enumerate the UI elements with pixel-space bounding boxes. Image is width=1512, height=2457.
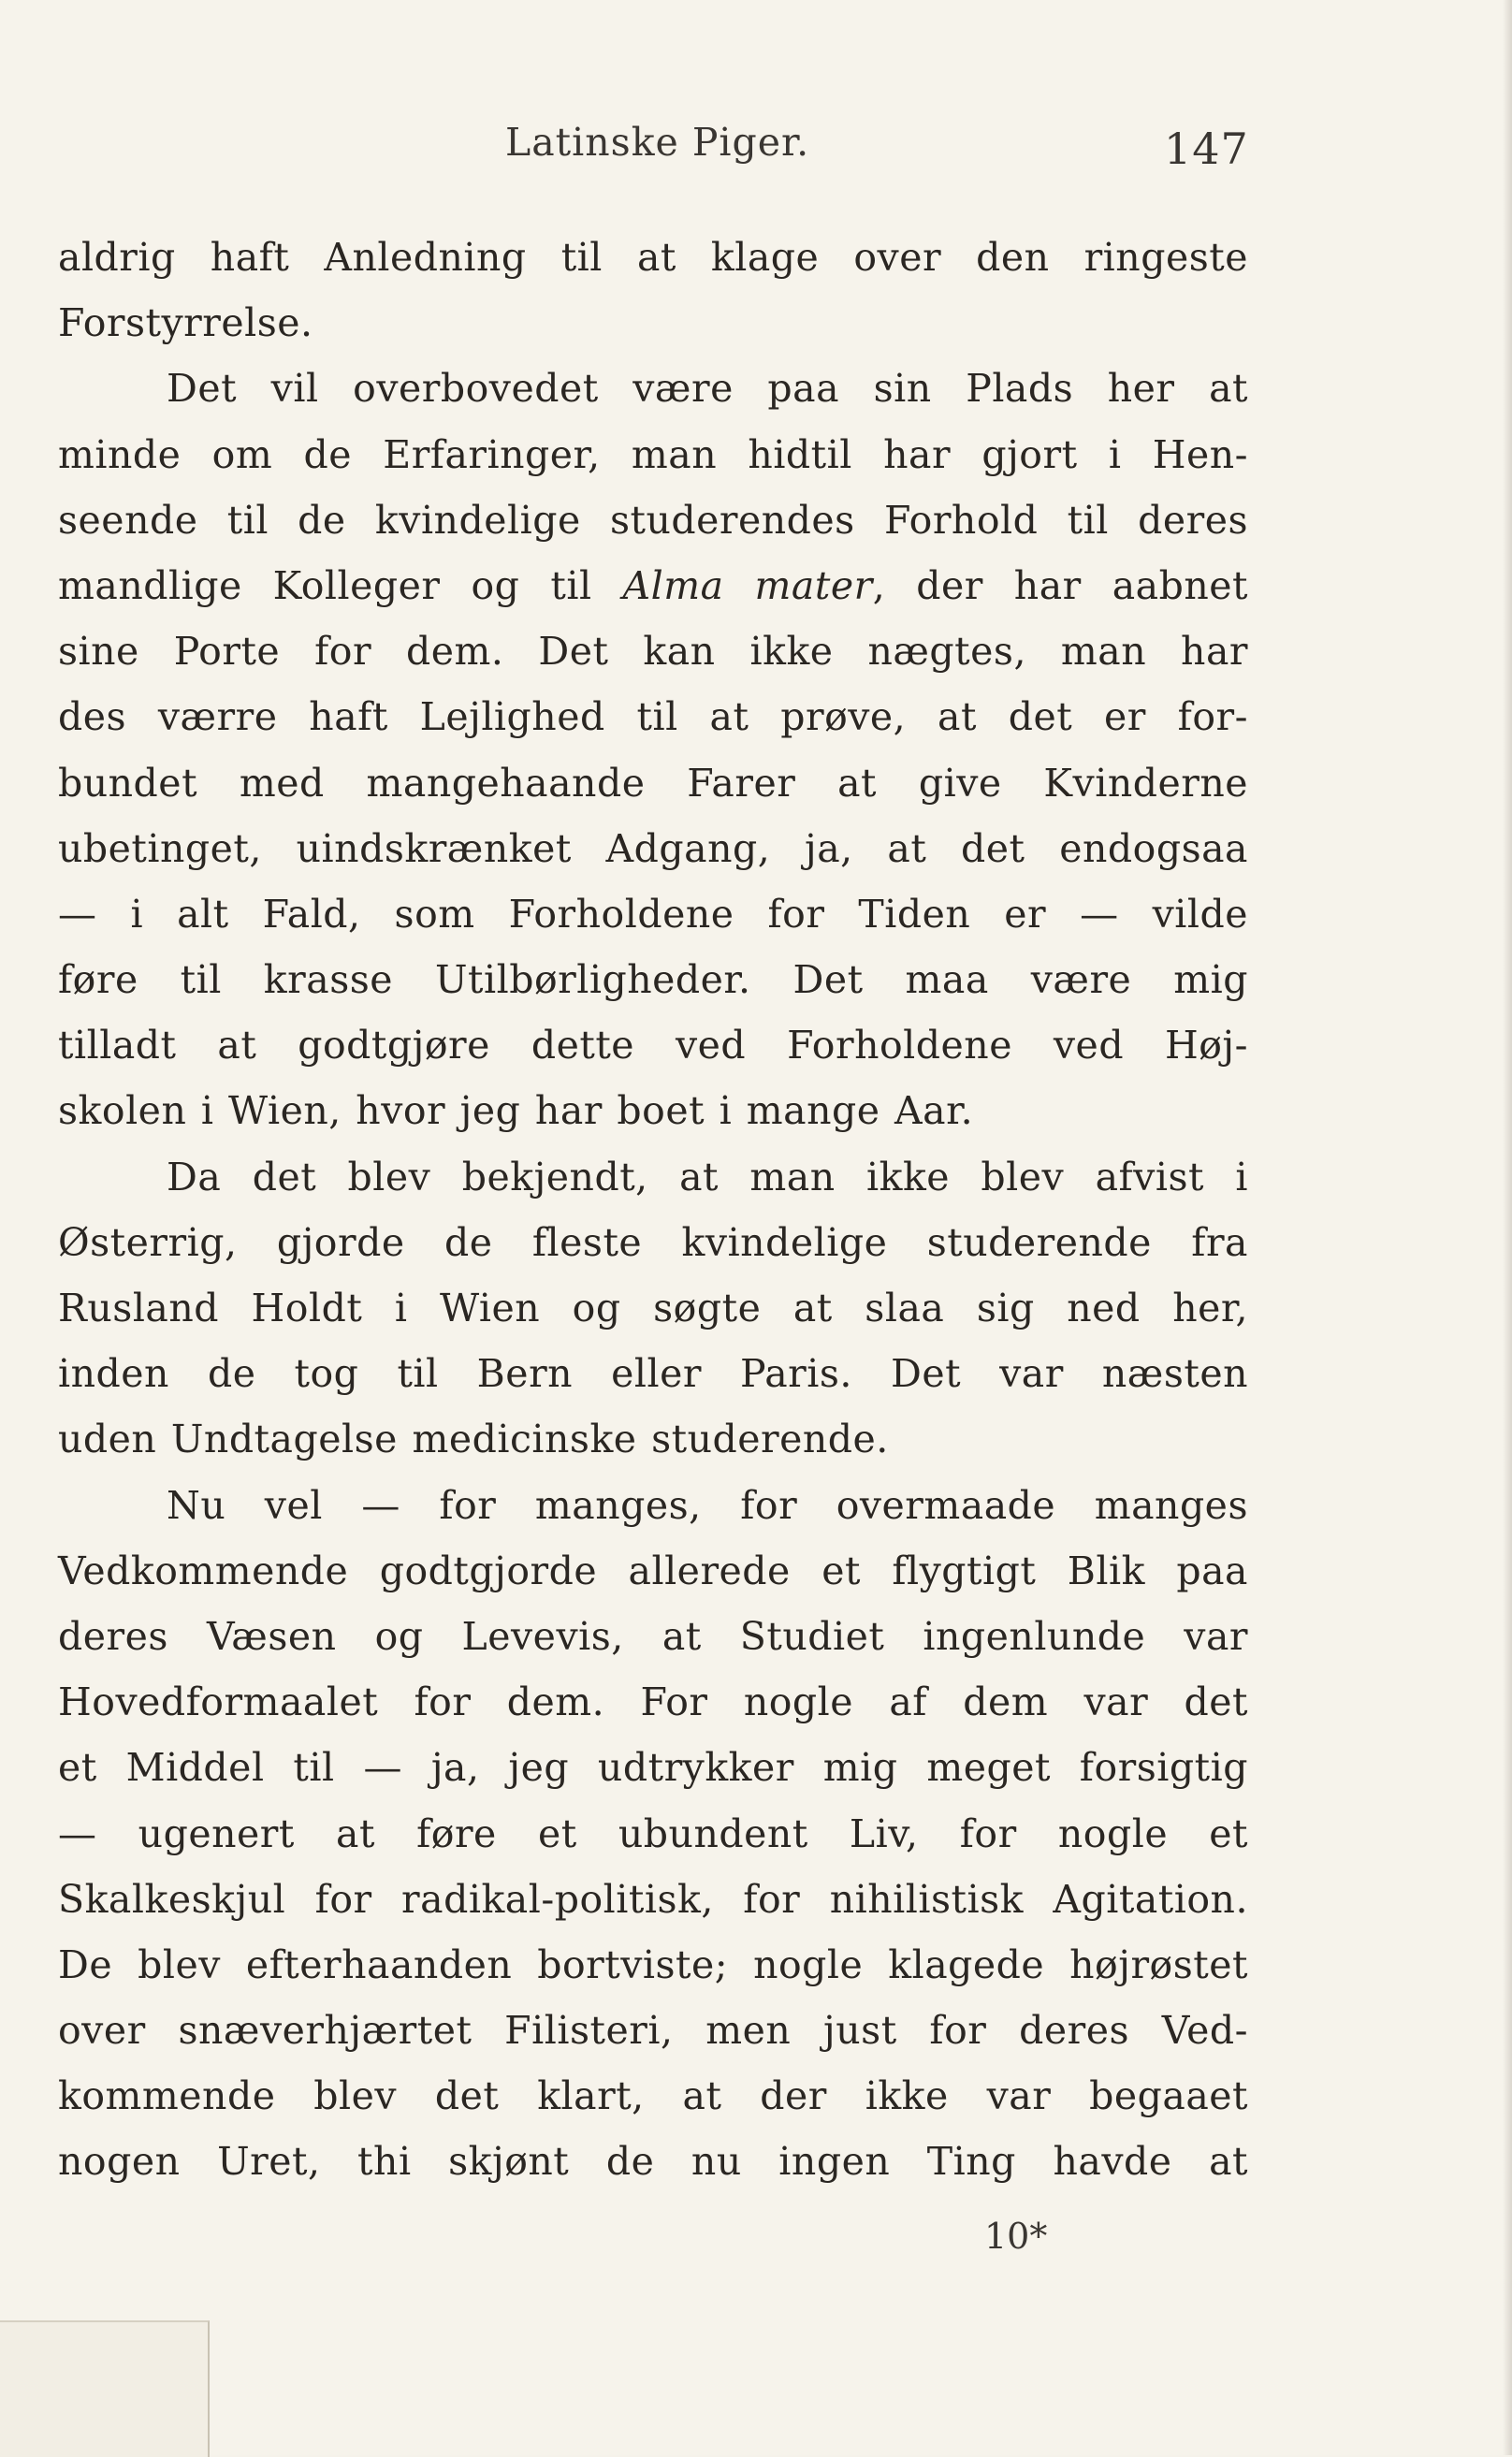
text-line: des værre haft Lejlighed til at prøve, at det er for- [58,694,1248,740]
text-line: Rusland Holdt i Wien og søgte at slaa sig ned her, [58,1286,1248,1330]
page-edge-shadow [1503,0,1512,2455]
text-line: bundet med mangehaande Farer at give Kvinderne [58,760,1248,806]
text-line: over snæverhjærtet Filisteri, men just for deres Ved- [58,2008,1248,2054]
text-line: sine Porte for dem. Det kan ikke nægtes, man har [58,629,1248,675]
text-line: kommende blev det klart, at der ikke var begaaet [58,2073,1248,2119]
text-line: ubetinget, uindskrænket Adgang, ja, at det endogsaa [58,825,1248,871]
running-title: Latinske Piger. [505,120,810,165]
text-line: Skalkeskjul for radikal-politisk, for nihilistisk Agitation. [58,1876,1248,1922]
text-line: Nu vel — for manges, for overmaade manges [167,1482,1248,1528]
running-head [0,120,1512,176]
text-line: inden de tog til Bern eller Paris. Det var næsten [58,1351,1248,1397]
text-line: Forstyrrelse. [58,300,313,346]
text-line: — ugenert at føre et ubundent Liv, for nogle et [58,1810,1248,1856]
text-line: Hovedformaalet for dem. For nogle af dem var det [58,1679,1248,1725]
signature-mark: 10* [984,2216,1048,2257]
body-text [58,225,1248,2195]
scan-margin-artifact [0,2320,210,2457]
text-line: deres Væsen og Levevis, at Studiet ingenlunde var [58,1613,1248,1659]
text-line: seende til de kvindelige studerendes Forhold til deres [58,497,1248,543]
text-line: uden Undtagelse medicinske studerende. [58,1417,889,1462]
text-segment: mandlige Kolleger og til [58,562,623,608]
text-segment: , der har aabnet [872,562,1248,608]
text-line: Østerrig, gjorde de fleste kvindelige studerende fra [58,1219,1248,1265]
text-line: tilladt at godtgjøre dette ved Forholdene ved Høj- [58,1023,1248,1069]
text-line: et Middel til — ja, jeg udtrykker mig meget forsigtig [58,1745,1248,1791]
text-line: Vedkommende godtgjorde allerede et flygtigt Blik paa [58,1548,1248,1593]
text-line: Da det blev bekjendt, at man ikke blev afvist i [167,1154,1248,1199]
text-line: De blev efterhaanden bortviste; nogle klagede højrøstet [58,1941,1248,1987]
text-line: skolen i Wien, hvor jeg har boet i mange Aar. [58,1088,974,1134]
text-line: nogen Uret, thi skjønt de nu ingen Ting havde at [58,2139,1248,2185]
text-line: minde om de Erfaringer, man hidtil har gjort i Hen- [58,431,1248,477]
text-line [58,553,1248,618]
text-line: aldrig haft Anledning til at klage over den ringeste [58,235,1248,280]
text-line: Det vil overbovedet være paa sin Plads her at [167,366,1248,412]
page-number: 147 [1164,124,1249,174]
text-line: — i alt Fald, som Forholdene for Tiden er — vilde [58,891,1248,937]
text-line: føre til krasse Utilbørligheder. Det maa være mig [58,957,1248,1003]
italic-phrase: Alma mater [622,562,873,608]
